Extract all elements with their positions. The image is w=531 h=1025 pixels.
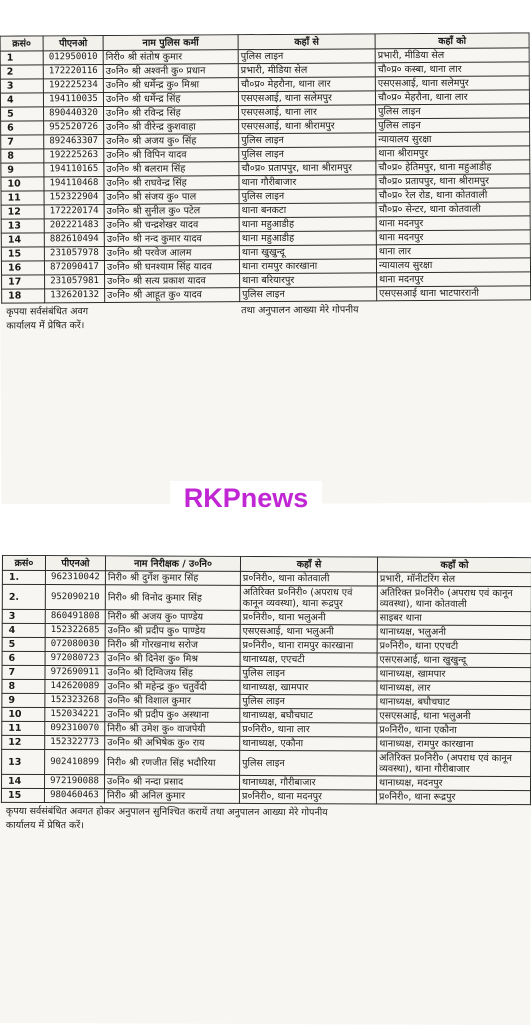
cell-from: थानाध्यक्ष, खामपार [240,680,377,695]
cell-pno: 972690911 [45,666,105,680]
cell-from: प्रभारी, मीडिया सेल [238,63,375,78]
cell-name: उ०नि० श्री संजय कु० पाल [104,190,239,205]
cell-serial: 13 [2,749,45,774]
cell-name: उ०नि० श्री नन्द कुमार यादव [104,232,239,247]
instruction-note [0,803,531,837]
cell-to: साइबर थाना [377,611,531,626]
cell-pno: 192225234 [43,78,103,92]
cell-to: न्यायालय सुरक्षा [376,258,530,273]
header-from: कहाँ से [240,556,377,572]
cell-pno: 872090417 [44,260,104,274]
cell-serial: 9 [2,693,45,707]
cell-from: थानाध्यक्ष, एएचटी [240,652,377,667]
cell-pno: 152323268 [45,694,105,708]
cell-pno: 231057981 [45,274,105,288]
cell-from: पुलिस लाइन [240,287,377,302]
cell-to: चौ०प्र० रेल रोड, थाना कोतवाली [376,188,530,203]
cell-serial: 11 [2,721,45,735]
cell-pno: 092310070 [45,722,105,736]
cell-from: पुलिस लाइन [238,49,375,64]
cell-serial: 6 [2,651,45,665]
cell-from: प्र०निरी०, थाना कोतवाली [240,571,377,586]
cell-to: प्र०निरी०, थाना एकौना [377,723,531,738]
cell-name: निरी० श्री विनोद कुमार सिंह [105,585,240,611]
cell-pno: 132620132 [45,288,105,302]
cell-pno: 194110035 [43,92,103,106]
cell-pno: 231057978 [44,246,104,260]
transfer-table-2 [1,555,531,805]
cell-to: एसएसआई, थाना भलुअनी [377,709,531,724]
cell-from: पुलिस लाइन [240,750,377,776]
cell-pno: 980460463 [44,789,104,803]
cell-name: उ०नि० श्री प्रदीप कु० अस्थाना [105,708,240,723]
cell-from: एसएसआई, थाना श्रीरामपुर [239,119,376,134]
cell-from: थानाध्यक्ष, बघौचघाट [240,708,377,723]
cell-name: उ०नि० श्री परवेज आलम [104,246,239,261]
cell-name: उ०नि० श्री नन्दा प्रसाद [105,775,240,790]
cell-serial: 4 [0,93,43,107]
cell-from: प्र०निरी०, थाना रामपुर कारखाना [240,638,377,653]
cell-serial: 5 [1,107,44,121]
cell-from: चौ०प्र० मेहरौना, थाना लार [238,77,375,92]
cell-pno: 152322773 [45,736,105,750]
cell-to: एसएसआई, थाना सलेमपुर [375,76,529,91]
cell-pno: 962310042 [45,571,105,585]
cell-serial: 7 [2,665,45,679]
cell-from: थाना रामपुर कारखाना [239,259,376,274]
note-line-1: कृपया सर्वसंबंधित अवगत होकर अनुपालन सुनिश्चित करायें तथा अनुपालन आख्या मेरे गोपनीय [5,805,328,819]
cell-to: थाना लार [376,244,530,259]
cell-pno: 194110468 [44,176,104,190]
cell-from: थाना खुखुन्दू [239,245,376,260]
table-row [2,584,531,611]
cell-to: प्र०निरी०, थाना रूद्रपुर [376,790,530,805]
cell-to: अतिरिक्त प्र०निरी० (अपराध एवं कानून व्यवस्था), थाना गौरीबाजार [377,751,531,777]
cell-name: निरी० श्री अनिल कुमार [104,789,239,804]
cell-serial: 7 [1,135,44,149]
cell-name: उ०नि० श्री प्रदीप कु० पाण्डेय [105,624,240,639]
cell-name: उ०नि० श्री दिग्विजय सिंह [105,666,240,681]
cell-serial: 5 [2,637,45,651]
cell-to: थानाध्यक्ष, भलुअनी [377,625,531,640]
cell-to: चौ०प्र० कस्बा, थाना लार [375,62,529,77]
cell-to: पुलिस लाइन [376,118,530,133]
cell-to: चौ०प्र० मेहरौना, थाना लार [375,90,529,105]
cell-to: थाना मदनपुर [376,216,530,231]
cell-to: थाना मदनपुर [377,272,531,287]
table-row [2,749,531,776]
cell-name: उ०नि० श्री धर्मेन्द्र सिंह [103,92,238,107]
cell-name: उ०नि० श्री विशाल कुमार [105,694,240,709]
cell-to: न्यायालय सुरक्षा [376,132,530,147]
cell-pno: 202221483 [44,218,104,232]
cell-to: प्र०निरी०, थाना एएचटी [377,639,531,654]
cell-from: प्र०निरी०, थाना लार [240,722,377,737]
cell-serial: 4 [2,623,45,637]
cell-serial: 14 [2,774,45,788]
cell-name: निरी० श्री गोरखनाथ सरोज [105,638,240,653]
cell-name: उ०नि० श्री बलराम सिंह [104,162,239,177]
cell-serial: 18 [2,289,45,303]
cell-from: थानाध्यक्ष, गौरीबाजार [240,775,377,790]
cell-to: थानाध्यक्ष, मदनपुर [377,776,531,791]
cell-name: निरी० श्री दुर्गेश कुमार सिंह [105,571,240,586]
cell-serial: 16 [1,261,44,275]
cell-name: उ०नि० श्री सुनील कु० पटेल [104,204,239,219]
cell-name: निरी० श्री अजय कु० पाण्डेय [105,610,240,625]
cell-serial: 17 [2,275,45,289]
cell-from: प्र०निरी०, थाना भलुअनी [240,610,377,625]
cell-to: चौ०प्र० सेन्टर, थाना कोतवाली [376,202,530,217]
cell-pno: 192225263 [44,148,104,162]
cell-to: थानाध्यक्ष, लार [377,681,531,696]
cell-pno: 152034221 [45,708,105,722]
cell-name: निरी० श्री रणजीत सिंह भदौरिया [105,750,240,776]
cell-pno: 892463307 [44,134,104,148]
table-body [1,570,531,804]
cell-from: थाना बरियारपुर [240,273,377,288]
cell-from: थानाध्यक्ष, एकौना [240,736,377,751]
cell-from: थाना महुआडीह [239,217,376,232]
cell-from: थाना बनकटा [239,203,376,218]
cell-to: प्रभारी, मॉनीटरिंग सेल [377,572,531,587]
cell-serial: 2. [2,584,45,609]
cell-serial: 3 [0,79,43,93]
cell-from: पुलिस लाइन [239,133,376,148]
watermark-logo: RKPnews [170,481,322,515]
cell-name: उ०नि० श्री आहूत कु० यादव [105,288,240,303]
cell-name: उ०नि० श्री अभिषेक कु० राय [105,736,240,751]
cell-pno: 882610494 [44,232,104,246]
cell-serial: 8 [1,149,44,163]
cell-name: उ०नि० श्री वीरेन्द्र कुशवाहा [104,120,239,135]
cell-to: प्रभारी, मीडिया सेल [375,48,529,63]
cell-name: निरी० श्री संतोष कुमार [103,50,238,65]
cell-name: उ०नि० श्री चन्द्रशेखर यादव [104,218,239,233]
transfer-order-sheet-1 [0,32,531,505]
cell-serial: 2 [0,65,43,79]
cell-serial: 12 [2,735,45,749]
note-line-2: कार्यालय में प्रेषित करें। [5,819,84,832]
cell-from: एसएसआई, थाना लार [239,105,376,120]
cell-from: थाना महुआडीह [239,231,376,246]
cell-pno: 890440320 [44,106,104,120]
cell-to: एसएसआई, थाना खुखुन्दू [377,653,531,668]
cell-pno: 902410899 [45,750,105,775]
cell-serial: 13 [1,219,44,233]
cell-pno: 860491808 [45,610,105,624]
header-pno: पीएनओ [45,556,105,571]
transfer-order-sheet-2 [0,555,531,1025]
cell-to: थानाध्यक्ष, खामपार [377,667,531,682]
cell-name: निरी० श्री उमेश कु० वाजपेयी [105,722,240,737]
cell-to: थाना श्रीरामपुर [376,146,530,161]
cell-to: चौ०प्र० हेतिमपुर, थाना महुआडीह [376,160,530,175]
cell-name: उ०नि० श्री धर्मेन्द्र कु० मिश्रा [103,78,238,93]
cell-serial: 15 [1,247,44,261]
cell-to: पुलिस लाइन [375,104,529,119]
cell-name: उ०नि० श्री सत्य प्रकाश यादव [105,274,240,289]
header-serial: क्रसं० [0,36,43,51]
cell-name: उ०नि० श्री अश्वनी कु० प्रधान [103,64,238,79]
cell-pno: 972080723 [45,652,105,666]
cell-serial: 14 [1,233,44,247]
cell-serial: 10 [2,707,45,721]
transfer-table-1 [0,32,531,303]
header-to: कहाँ को [377,557,531,573]
cell-name: उ०नि० श्री अजय कु० सिंह [104,134,239,149]
cell-pno: 152322904 [44,190,104,204]
cell-to: थानाध्यक्ष, रामपुर कारखाना [377,737,531,752]
header-to: कहाँ को [375,33,529,49]
cell-serial: 12 [1,205,44,219]
cell-from: पुलिस लाइन [239,189,376,204]
cell-to: एसएसआई थाना भाटपाररानी [377,286,531,301]
header-pno: पीएनओ [43,35,103,50]
cell-from: एसएसआई, थाना भलुअनी [240,624,377,639]
cell-pno: 152322685 [45,624,105,638]
header-name: नाम पुलिस कर्मी [103,35,238,51]
cell-to: अतिरिक्त प्र०निरी० (अपराध एवं कानून व्यवस्था), थाना कोतवाली [377,586,531,612]
note-line-1-end: तथा अनुपालन आख्या मेरे गोपनीय [241,304,359,317]
cell-name: उ०नि० श्री घनश्याम सिंह यादव [104,260,239,275]
cell-to: चौ०प्र० प्रतापपुर, थाना श्रीरामपुर [376,174,530,189]
table-body [0,48,531,303]
cell-pno: 142620089 [45,680,105,694]
cell-name: उ०नि० श्री विपिन यादव [104,148,239,163]
cell-serial: 1 [0,51,43,65]
cell-from: अतिरिक्त प्र०निरी० (अपराध एवं कानून व्यवस्था), थाना रूद्रपुर [240,585,377,611]
cell-pno: 194110165 [44,162,104,176]
cell-from: पुलिस लाइन [240,694,377,709]
cell-serial: 15 [1,788,44,802]
cell-from: प्र०निरी०, थाना मदनपुर [239,789,376,804]
cell-pno: 952090210 [45,585,105,610]
cell-name: उ०नि० श्री दिनेश कु० मिश्र [105,652,240,667]
cell-name: उ०नि० श्री महेन्द्र कु० चतुर्वेदी [105,680,240,695]
cell-pno: 012950010 [43,50,103,64]
cell-from: थाना गौरीबाजार [239,175,376,190]
cell-name: उ०नि० श्री राघवेन्द्र सिंह [104,176,239,191]
cell-name: उ०नि० श्री रविन्द्र सिंह [104,106,239,121]
cell-from: चौ०प्र० प्रतापपुर, थाना श्रीरामपुर [239,161,376,176]
cell-pno: 972190088 [45,775,105,789]
cell-from: एसएसआई, थाना सलेमपुर [238,91,375,106]
note-line-1: कृपया सर्वसंबंधित अवग [6,306,89,318]
cell-serial: 8 [2,679,45,693]
cell-serial: 1. [2,570,45,584]
cell-serial: 6 [1,121,44,135]
cell-to: थानाध्यक्ष, बघौचघाट [377,695,531,710]
cell-pno: 952520726 [44,120,104,134]
header-from: कहाँ से [238,34,375,50]
cell-serial: 10 [1,177,44,191]
cell-serial: 3 [2,609,45,623]
header-name: नाम निरीक्षक / उ०नि० [105,556,240,572]
cell-pno: 172220116 [43,64,103,78]
cell-pno: 072080030 [45,638,105,652]
cell-to: थाना मदनपुर [376,230,530,245]
cell-from: पुलिस लाइन [240,666,377,681]
cell-serial: 11 [1,191,44,205]
cell-pno: 172220174 [44,204,104,218]
instruction-note [0,300,531,335]
header-serial: क्रसं० [2,555,45,570]
note-line-2: कार्यालय में प्रेषित करें। [6,320,85,332]
cell-serial: 9 [1,163,44,177]
cell-from: पुलिस लाइन [239,147,376,162]
